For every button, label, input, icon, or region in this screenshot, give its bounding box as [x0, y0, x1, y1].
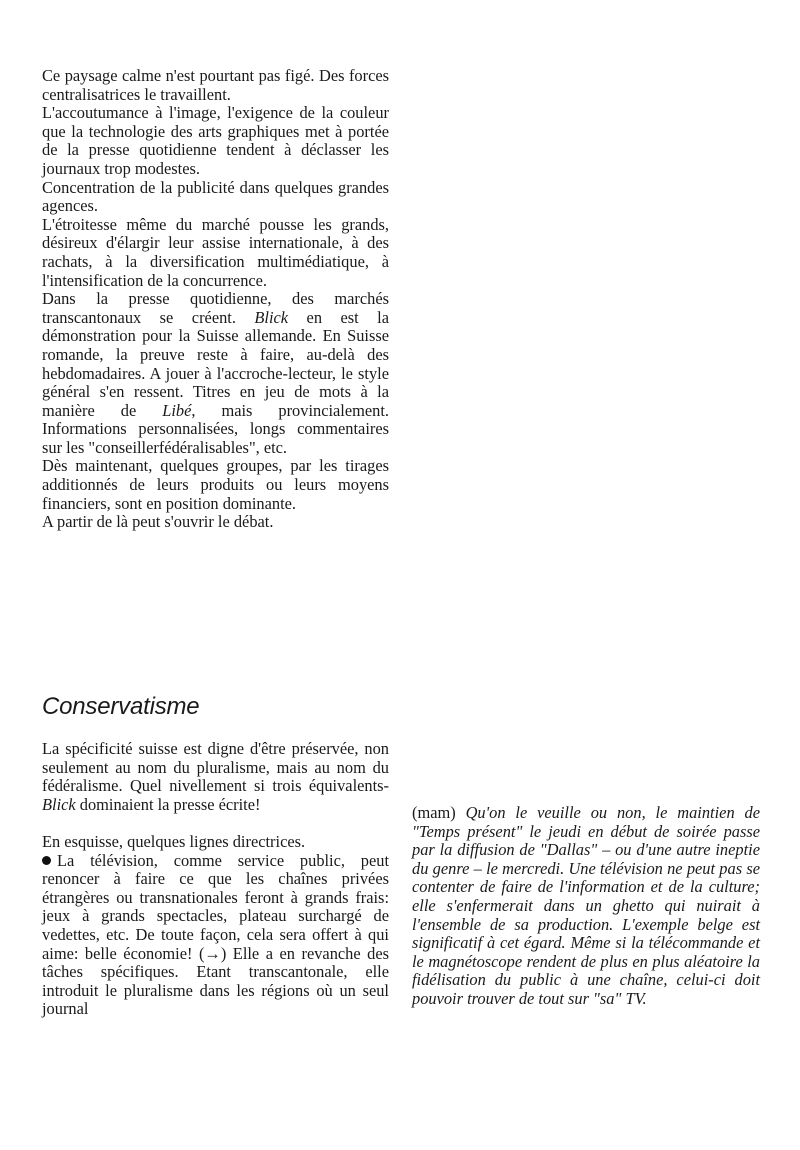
paragraph: Ce paysage calme n'est pourtant pas figé. Des forces centralisatrices le travaillent.: [42, 66, 389, 104]
paragraph: [412, 804, 760, 1009]
right-column-sidebar: [412, 804, 760, 1009]
paragraph: [42, 740, 389, 814]
left-column-bottom: [42, 740, 389, 1019]
text-run: , mais provincialement. Informations personnalisées, longs commentaires sur les "conseillerfédéralisables", etc.: [42, 400, 389, 457]
newspaper-name: Blick: [42, 794, 76, 814]
paragraph: Concentration de la publicité dans quelques grandes agences.: [42, 177, 389, 216]
text-run: La spécificité suisse est digne d'être préservée, non seulement au nom du pluralisme, mais au nom du fédéralisme. Quel nivellement si trois équivalents-: [42, 739, 389, 796]
paragraph: L'étroitesse même du marché pousse les grands, désireux d'élargir leur assise internationale, à des rachats, à la diversification multimédiatique, à l'intensification de la concurrence.: [42, 214, 389, 290]
newspaper-name: Blick: [254, 307, 289, 327]
paragraph: L'accoutumance à l'image, l'exigence de la couleur que la technologie des arts graphiques met à portée de la presse quotidienne tendent à déclasser les journaux trop modestes.: [42, 103, 389, 178]
bullet-icon: [42, 856, 51, 865]
text-run: La télévision, comme service public, peut renoncer à faire ce que les chaînes privées étrangères ou transnationales feront à grands frais: jeux à grands spectacles, plateau surchargé de vedettes, etc. De toute façon, cela sera offert à qui aime: belle économie! (→) Elle a en revanche des tâches spécifiques. Etant transcantonale, elle introduit le pluralisme dans les régions où un seul journal: [42, 850, 389, 1019]
paragraph: Dès maintenant, quelques groupes, par les tirages additionnés de leurs produits ou leurs moyens financiers, sont en position dominante.: [42, 456, 389, 513]
paragraph: En esquisse, quelques lignes directrices.: [42, 831, 306, 851]
paragraph: [42, 290, 389, 457]
paragraph: A partir de là peut s'ouvrir le débat.: [42, 512, 274, 532]
section-heading: Conservatisme: [42, 693, 200, 720]
paragraph: [42, 852, 389, 1019]
newspaper-name: Libé: [162, 400, 192, 420]
text-run: en est la démonstration pour la Suisse allemande. En Suisse romande, la preuve reste à faire, au-delà des hebdomadaires. A jouer à l'accroche-lecteur, le style général s'en ressent. Titres en jeu de mots à la manière de: [42, 307, 389, 420]
author-initials: (mam): [412, 803, 456, 822]
text-run: dominaient la presse écrite!: [75, 794, 261, 814]
text-run: Dans la presse quotidienne, des marchés transcantonaux se créent.: [42, 289, 389, 327]
text-run: Qu'on le veuille ou non, le maintien de "Temps présent" le jeudi en début de soirée passe par la diffusion de "Dallas" – ou d'une autre ineptie du genre – le mercredi. Une télévision ne peut pas se contenter de faire de l'information et de la culture; elle s'enfermerait dans un ghetto qui nuirait à l'ensemble de sa production. L'exemple belge est significatif à cet égard. Même si la télécommande et le magnétoscope rendent de plus en plus aléatoire la fidélisation du public à une chaîne, celui-ci doit pouvoir trouver de tout sur "sa" TV.: [412, 803, 760, 1008]
left-column-top: [42, 67, 389, 532]
